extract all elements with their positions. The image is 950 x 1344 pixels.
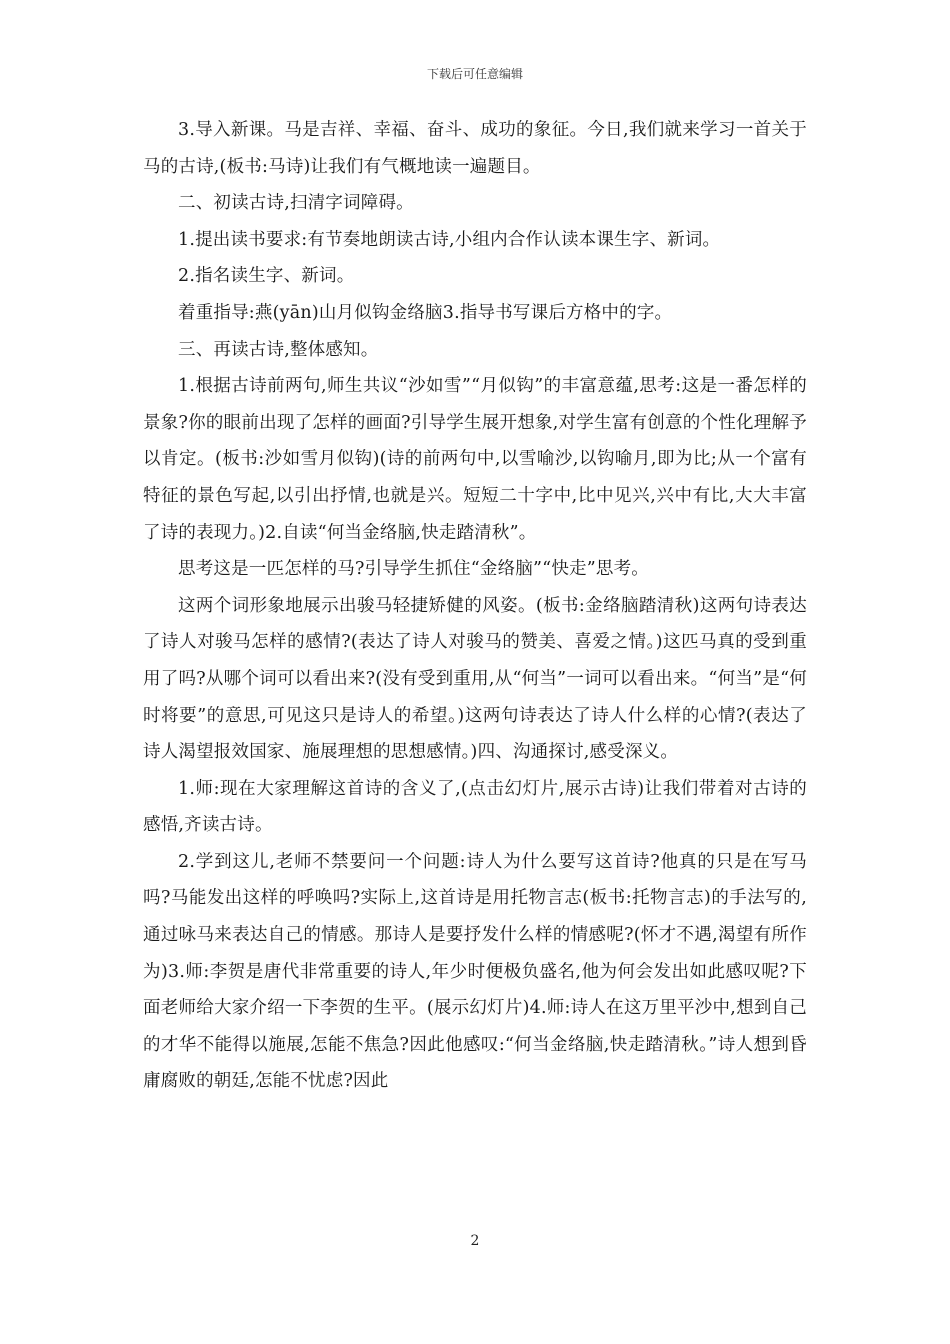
- paragraph-think-horse: 思考这是一匹怎样的马?引导学生抓住“金络脑”“快走”思考。: [178, 559, 649, 580]
- paragraph-read-words: 2.指名读生字、新词。: [178, 266, 355, 287]
- paragraph-read-together: 1.师:现在大家理解这首诗的含义了,(点击幻灯片,展示古诗)让我们带着对古诗的感悟,齐读古诗。: [143, 778, 807, 836]
- section-heading-3: 三、再读古诗,整体感知。: [178, 339, 379, 360]
- paragraph-guidance: 着重指导:燕(yān)山月似钩金络脑3.指导书写课后方格中的字。: [178, 302, 673, 323]
- page-number: 2: [470, 1233, 480, 1249]
- paragraph-imagery: 1.根据古诗前两句,师生共议“沙如雪”“月似钩”的丰富意蕴,思考:这是一番怎样的景象?你的眼前出现了怎样的画面?引导学生展开想象,对学生富有创意的个性化理解予以肯定。(板书:沙如雪月似钩)(诗的前两句中,以雪喻沙,以钩喻月,即为比;从一个富有特征的景色写起,以引出抒情,也就是兴。短短二十字中,比中见兴,兴中有比,大大丰富了诗的表现力。)2.自读“何当金络脑,快走踏清秋”。: [143, 376, 807, 543]
- paragraph-deeper-meaning: 2.学到这儿,老师不禁要问一个问题:诗人为什么要写这首诗?他真的只是在写马吗?马能发出这样的呼唤吗?实际上,这首诗是用托物言志(板书:托物言志)的手法写的,通过咏马来表达自己的情感。那诗人是要抒发什么样的情感呢?(怀才不遇,渴望有所作为)3.师:李贺是唐代非常重要的诗人,年少时便极负盛名,他为何会发出如此感叹呢?下面老师给大家介绍一下李贺的生平。(展示幻灯片)4.师:诗人在这万里平沙中,想到自己的才华不能得以施展,怎能不焦急?因此他感叹:“何当金络脑,快走踏清秋。”诗人想到昏庸腐败的朝廷,怎能不忧虑?因此: [143, 851, 807, 1092]
- paragraph-horse-analysis: 这两个词形象地展示出骏马轻捷矫健的风姿。(板书:金络脑踏清秋)这两句诗表达了诗人对骏马怎样的感情?(表达了诗人对骏马的赞美、喜爱之情。)这匹马真的受到重用了吗?从哪个词可以看出来?(没有受到重用,从“何当”一词可以看出来。“何当”是“何时将要”的意思,可见这只是诗人的希望。)这两句诗表达了诗人什么样的心情?(表达了诗人渴望报效国家、施展理想的思想感情。)四、沟通探讨,感受深义。: [143, 595, 807, 763]
- document-body: [143, 112, 807, 1100]
- section-heading-2: 二、初读古诗,扫清字词障碍。: [178, 193, 414, 214]
- page-header: 下载后可任意编辑: [426, 67, 523, 81]
- paragraph-intro: 3.导入新课。马是吉祥、幸福、奋斗、成功的象征。今日,我们就来学习一首关于马的古诗,(板书:马诗)让我们有气概地读一遍题目。: [143, 120, 807, 177]
- paragraph-reading-requirement: 1.提出读书要求:有节奏地朗读古诗,小组内合作认读本课生字、新词。: [178, 229, 721, 250]
